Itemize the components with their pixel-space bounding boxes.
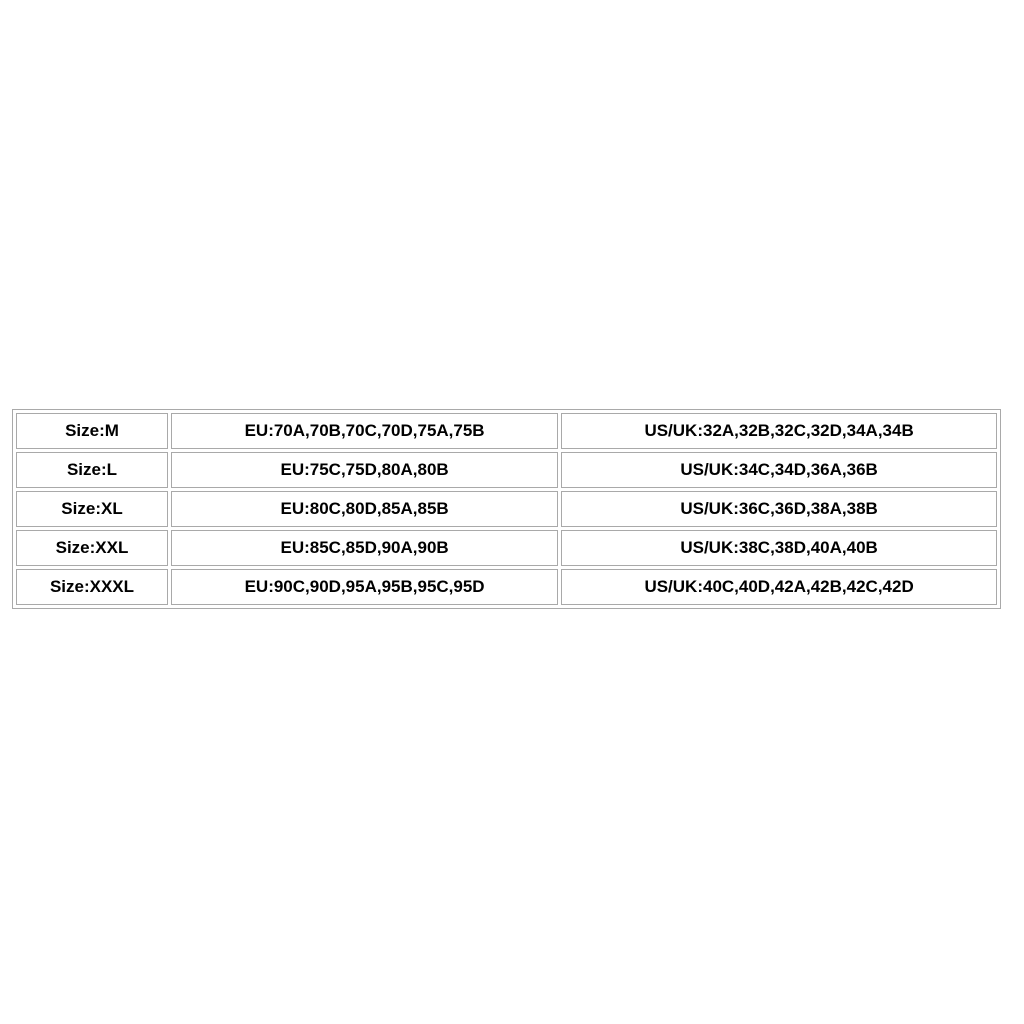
table-row <box>16 530 997 566</box>
table-row <box>16 491 997 527</box>
size-cell: Size:M <box>16 413 168 449</box>
size-cell: Size:L <box>16 452 168 488</box>
size-cell: Size:XXL <box>16 530 168 566</box>
eu-size-cell: EU:80C,80D,85A,85B <box>171 491 558 527</box>
eu-size-cell: EU:70A,70B,70C,70D,75A,75B <box>171 413 558 449</box>
us-uk-size-cell: US/UK:40C,40D,42A,42B,42C,42D <box>561 569 997 605</box>
size-chart-table <box>12 409 1001 609</box>
eu-size-cell: EU:90C,90D,95A,95B,95C,95D <box>171 569 558 605</box>
size-cell: Size:XL <box>16 491 168 527</box>
us-uk-size-cell: US/UK:36C,36D,38A,38B <box>561 491 997 527</box>
us-uk-size-cell: US/UK:32A,32B,32C,32D,34A,34B <box>561 413 997 449</box>
table-row <box>16 569 997 605</box>
table-row <box>16 413 997 449</box>
table-row <box>16 452 997 488</box>
size-cell: Size:XXXL <box>16 569 168 605</box>
eu-size-cell: EU:75C,75D,80A,80B <box>171 452 558 488</box>
us-uk-size-cell: US/UK:34C,34D,36A,36B <box>561 452 997 488</box>
eu-size-cell: EU:85C,85D,90A,90B <box>171 530 558 566</box>
us-uk-size-cell: US/UK:38C,38D,40A,40B <box>561 530 997 566</box>
